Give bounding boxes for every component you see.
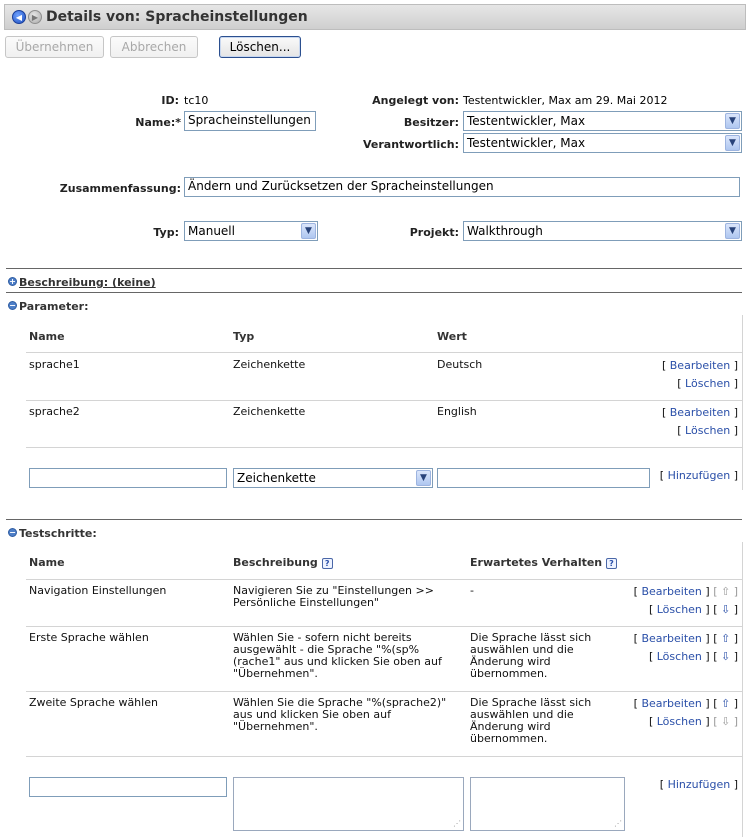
row-divider	[26, 626, 742, 627]
param-add[interactable]: [ Hinzufügen ]	[659, 469, 738, 482]
param-header-type: Typ	[233, 330, 255, 343]
new-param-name-input[interactable]	[29, 468, 227, 488]
description-toggle[interactable]: Beschreibung: (keine)	[19, 276, 156, 289]
step-header-description-label: Beschreibung	[233, 556, 318, 569]
add-link[interactable]: Hinzufügen	[667, 469, 731, 482]
param-row-value: English	[437, 405, 477, 418]
chevron-down-icon: ▼	[416, 470, 431, 486]
id-value: tc10	[184, 94, 209, 107]
new-param-type-select[interactable]	[233, 468, 433, 488]
arrow-down-icon[interactable]: ⇩	[720, 603, 731, 616]
param-row-name: sprache2	[29, 405, 80, 418]
project-select-value: Walkthrough	[467, 224, 543, 238]
name-label: Name:*	[135, 116, 181, 129]
step-row-expected: Die Sprache lässt sich auswählen und die Änderung wird übernommen.	[470, 696, 592, 745]
back-arrow-icon[interactable]: ◀	[12, 10, 26, 24]
resize-grip-icon[interactable]: ⋰	[453, 819, 461, 828]
chevron-down-icon: ▼	[725, 223, 740, 239]
step-row-name: Zweite Sprache wählen	[29, 696, 158, 709]
apply-button[interactable]: Übernehmen	[5, 36, 104, 58]
edit-link[interactable]: Bearbeiten	[641, 632, 702, 645]
delete-button[interactable]: Löschen...	[219, 36, 301, 58]
step-row-expected: Die Sprache lässt sich auswählen und die Änderung wird übernommen.	[470, 631, 592, 680]
type-label: Typ:	[153, 226, 179, 239]
step-row-expected: -	[470, 584, 474, 597]
new-step-name-input[interactable]	[29, 777, 227, 797]
id-label: ID:	[161, 94, 179, 107]
table-border	[742, 315, 743, 490]
step-row-delete[interactable]: [ Löschen ] [ ⇩ ]	[648, 715, 738, 728]
arrow-up-icon[interactable]: ⇧	[720, 632, 731, 645]
arrow-up-icon: ⇧	[720, 585, 731, 598]
step-row-edit[interactable]: [ Bearbeiten ] [ ⇧ ]	[633, 697, 738, 710]
edit-link[interactable]: Bearbeiten	[641, 697, 702, 710]
arrow-up-icon[interactable]: ⇧	[720, 697, 731, 710]
row-divider	[26, 400, 742, 401]
plus-icon[interactable]: +	[9, 277, 16, 286]
minus-icon[interactable]: −	[9, 301, 16, 310]
new-step-description-textarea[interactable]	[233, 777, 464, 831]
delete-link[interactable]: Löschen	[685, 377, 731, 390]
new-param-value-input[interactable]	[437, 468, 650, 488]
parameters-title: Parameter:	[19, 300, 89, 313]
table-border	[742, 542, 743, 837]
edit-link[interactable]: Bearbeiten	[669, 406, 731, 419]
chevron-down-icon: ▼	[725, 113, 740, 129]
row-divider	[26, 691, 742, 692]
param-row-delete[interactable]: [ Löschen ]	[677, 377, 738, 390]
created-by-value: Testentwickler, Max am 29. Mai 2012	[463, 94, 668, 107]
chevron-down-icon: ▼	[301, 223, 316, 239]
step-row-edit[interactable]: [ Bearbeiten ] [ ⇧ ]	[633, 632, 738, 645]
edit-link[interactable]: Bearbeiten	[641, 585, 702, 598]
step-row-delete[interactable]: [ Löschen ] [ ⇩ ]	[648, 650, 738, 663]
steps-title: Testschritte:	[19, 527, 97, 540]
new-step-expected-textarea[interactable]	[470, 777, 625, 831]
row-divider	[26, 447, 742, 448]
owner-select-value: Testentwickler, Max	[467, 114, 586, 128]
summary-input[interactable]: Ändern und Zurücksetzen der Spracheinstellungen	[184, 177, 740, 197]
step-header-description	[233, 556, 333, 569]
param-row-edit[interactable]: [ Bearbeiten ]	[661, 359, 738, 372]
param-header-name: Name	[29, 330, 65, 343]
param-row-value: Deutsch	[437, 358, 483, 371]
resize-grip-icon[interactable]: ⋰	[614, 819, 622, 828]
owner-label: Besitzer:	[403, 116, 459, 129]
param-row-name: sprache1	[29, 358, 80, 371]
step-header-expected	[470, 556, 617, 569]
param-row-type: Zeichenkette	[233, 358, 306, 371]
responsible-label: Verantwortlich:	[362, 138, 459, 151]
param-row-edit[interactable]: [ Bearbeiten ]	[661, 406, 738, 419]
param-row-delete[interactable]: [ Löschen ]	[677, 424, 738, 437]
divider	[6, 519, 742, 520]
page-title: Details von: Spracheinstellungen	[46, 9, 308, 25]
help-icon[interactable]: ?	[606, 558, 617, 569]
name-input[interactable]: Spracheinstellungen	[184, 111, 316, 131]
new-param-type-value: Zeichenkette	[237, 471, 316, 485]
project-label: Projekt:	[409, 226, 459, 239]
type-select-value: Manuell	[188, 224, 235, 238]
arrow-down-icon[interactable]: ⇩	[720, 650, 731, 663]
row-divider	[26, 352, 742, 353]
divider	[6, 292, 742, 293]
param-header-value: Wert	[437, 330, 467, 343]
step-row-edit[interactable]: [ Bearbeiten ] [ ⇧ ]	[633, 585, 738, 598]
step-row-description: Wählen Sie die Sprache "%(sprache2)" aus und klicken Sie oben auf "Übernehmen".	[233, 696, 447, 733]
step-row-description: Navigieren Sie zu "Einstellungen >> Persönliche Einstellungen"	[233, 584, 434, 609]
row-divider	[26, 579, 742, 580]
type-select[interactable]	[184, 221, 318, 241]
delete-link[interactable]: Löschen	[685, 424, 731, 437]
forward-arrow-icon[interactable]: ▶	[28, 10, 42, 24]
step-header-name: Name	[29, 556, 65, 569]
created-by-label: Angelegt von:	[372, 94, 459, 107]
step-add[interactable]: [ Hinzufügen ]	[659, 778, 738, 791]
owner-select[interactable]	[463, 111, 742, 131]
summary-label: Zusammenfassung:	[59, 182, 181, 195]
row-divider	[26, 756, 742, 757]
delete-link[interactable]: Löschen	[656, 603, 702, 616]
delete-link[interactable]: Löschen	[656, 650, 702, 663]
help-icon[interactable]: ?	[322, 558, 333, 569]
responsible-select[interactable]	[463, 133, 742, 153]
responsible-select-value: Testentwickler, Max	[467, 136, 586, 150]
delete-link[interactable]: Löschen	[656, 715, 702, 728]
add-link[interactable]: Hinzufügen	[667, 778, 731, 791]
step-row-delete[interactable]: [ Löschen ] [ ⇩ ]	[648, 603, 738, 616]
step-row-name: Navigation Einstellungen	[29, 584, 167, 597]
step-row-description: Wählen Sie - sofern nicht bereits ausgewählt - die Sprache "%(sp% (rache1" aus und klicken Sie oben auf "Übernehmen".	[233, 631, 442, 680]
divider	[6, 268, 742, 269]
param-row-type: Zeichenkette	[233, 405, 306, 418]
step-row-name: Erste Sprache wählen	[29, 631, 149, 644]
step-header-expected-label: Erwartetes Verhalten	[470, 556, 603, 569]
chevron-down-icon: ▼	[725, 135, 740, 151]
edit-link[interactable]: Bearbeiten	[669, 359, 731, 372]
arrow-down-icon: ⇩	[720, 715, 731, 728]
cancel-button[interactable]: Abbrechen	[110, 36, 198, 58]
minus-icon[interactable]: −	[9, 528, 16, 537]
project-select[interactable]	[463, 221, 742, 241]
